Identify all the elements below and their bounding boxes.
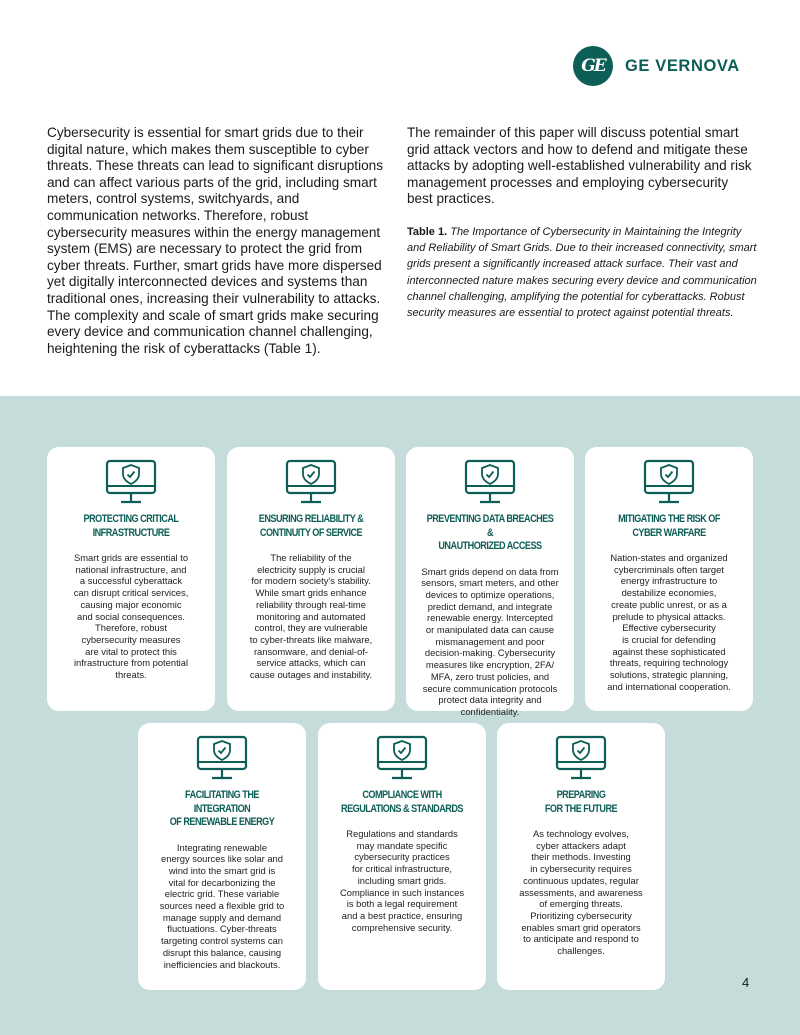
card-body: As technology evolves, cyber attackers adapt their methods. Investing in cybersecurity requires continuous updates, regular assessments, and awareness of emerging threats. Prioritizing cybersecurity enables smart grid operators to anticipate and respond to challenges. (519, 828, 643, 957)
card-title: COMPLIANCE WITH REGULATIONS & STANDARDS (341, 789, 463, 815)
card-body: Smart grids depend on data from sensors, smart meters, and other devices to optimize operations, predict demand, and integrate renewable energy. Intercepted or manipulated data can cause mismanagement and poor decision-making. Cybersecurity measures like encryption, 2FA/ MFA, zero trust policies, and secure communication protocols protect data integrity and confidentiality. (421, 565, 559, 717)
intro-paragraph: Cybersecurity is essential for smart grids due to their digital nature, which makes them susceptible to cyber threats. These threats can lead to significant disruptions and can affect various parts of the grid, including smart meters, control systems, switchyards, and communication networks. Therefore, robust cybersecurity measures within the energy management system (EMS) are necessary to protect the grid from cyber threats. Further, smart grids have more dispersed yet digitally interconnected devices and systems than traditional ones, increasing their vulnerability to attacks. The complexity and scale of smart grids make securing every device and communication channel challenging, heightening the risk of cyberattacks (Table 1). (47, 125, 384, 356)
card-title: PREPARING FOR THE FUTURE (544, 789, 618, 815)
card-mitigating-cyber-warfare (585, 447, 753, 711)
card-title: FACILITATING THE INTEGRATION OF RENEWABLE ENERGY (169, 789, 275, 828)
monitor-shield-check-icon (105, 459, 157, 505)
page-number: 4 (742, 975, 750, 990)
card-body: Regulations and standards may mandate specific cybersecurity practices for critical infrastructure, including smart grids. Compliance in such instances is both a legal requirement and a best practice, ensuring comprehensive security. (339, 828, 465, 933)
card-ensuring-reliability (227, 447, 395, 711)
monitor-shield-check-icon (285, 459, 337, 505)
card-body: The reliability of the electricity supply is crucial for modern society's stability. While smart grids enhance reliability through real-time monitoring and automated control, they are vulnerable to cyber-threats like malware, ransomware, and denial-of- service attacks, which can cause outages and instability. (249, 552, 373, 681)
card-protecting-critical-infrastructure (47, 447, 215, 711)
table-caption-text: The Importance of Cybersecurity in Maintaining the Integrity and Reliability of Smart Grids. Due to their increased connectivity, smart grids present a significantly increased attack surface. Their vast and interconnected nature makes securing every device and communication channel challenging, amplifying the potential for cyberattacks. Robust security measures are essential to protect against potential threats. (407, 225, 757, 319)
monitor-shield-check-icon (555, 735, 607, 781)
intro-left-column (47, 125, 392, 357)
card-body: Integrating renewable energy sources like solar and wind into the smart grid is vital for decarbonizing the electric grid. These variable sources need a flexible grid to manage supply and demand fluctuations. Cyber-threats targeting control systems can disrupt this balance, causing inefficiencies and blackouts. (159, 841, 285, 970)
card-title: PREVENTING DATA BREACHES & UNAUTHORIZED ACCESS (426, 513, 554, 552)
card-preventing-data-breaches (406, 447, 574, 717)
brand-name: GE VERNOVA (625, 56, 740, 75)
monitor-shield-check-icon (196, 735, 248, 781)
ge-monogram-text: GE (581, 56, 605, 76)
ge-monogram-icon (573, 46, 613, 86)
card-renewable-integration (138, 723, 306, 990)
table-caption-label: Table 1. (407, 225, 448, 238)
ge-vernova-logo (573, 46, 740, 86)
monitor-shield-check-icon (376, 735, 428, 781)
intro-right-column (407, 125, 757, 321)
card-title: ENSURING RELIABILITY & CONTINUITY OF SERVICE (258, 513, 364, 539)
card-title: MITIGATING THE RISK OF CYBER WARFARE (618, 513, 720, 539)
card-compliance (318, 723, 486, 990)
card-body: Nation-states and organized cybercriminals often target energy infrastructure to destabilize economies, create public unrest, or as a prelude to physical attacks. Effective cybersecurity is crucial for defending against these sophisticated threats, requiring technology solutions, strategic planning, and international cooperation. (607, 552, 731, 692)
card-preparing-future (497, 723, 665, 990)
monitor-shield-check-icon (464, 459, 516, 505)
outline-paragraph: The remainder of this paper will discuss potential smart grid attack vectors and how to defend and mitigate these attacks by adopting well-established vulnerability and risk management processes and employing cybersecurity best practices. (407, 125, 752, 207)
monitor-shield-check-icon (643, 459, 695, 505)
table-caption (407, 224, 757, 321)
card-body: Smart grids are essential to national infrastructure, and a successful cyberattack can disrupt critical services, causing major economic and social consequences. Therefore, robust cybersecurity measures are vital to protect this infrastructure from potential threats. (73, 552, 189, 681)
card-title: PROTECTING CRITICAL INFRASTRUCTURE (83, 513, 179, 539)
